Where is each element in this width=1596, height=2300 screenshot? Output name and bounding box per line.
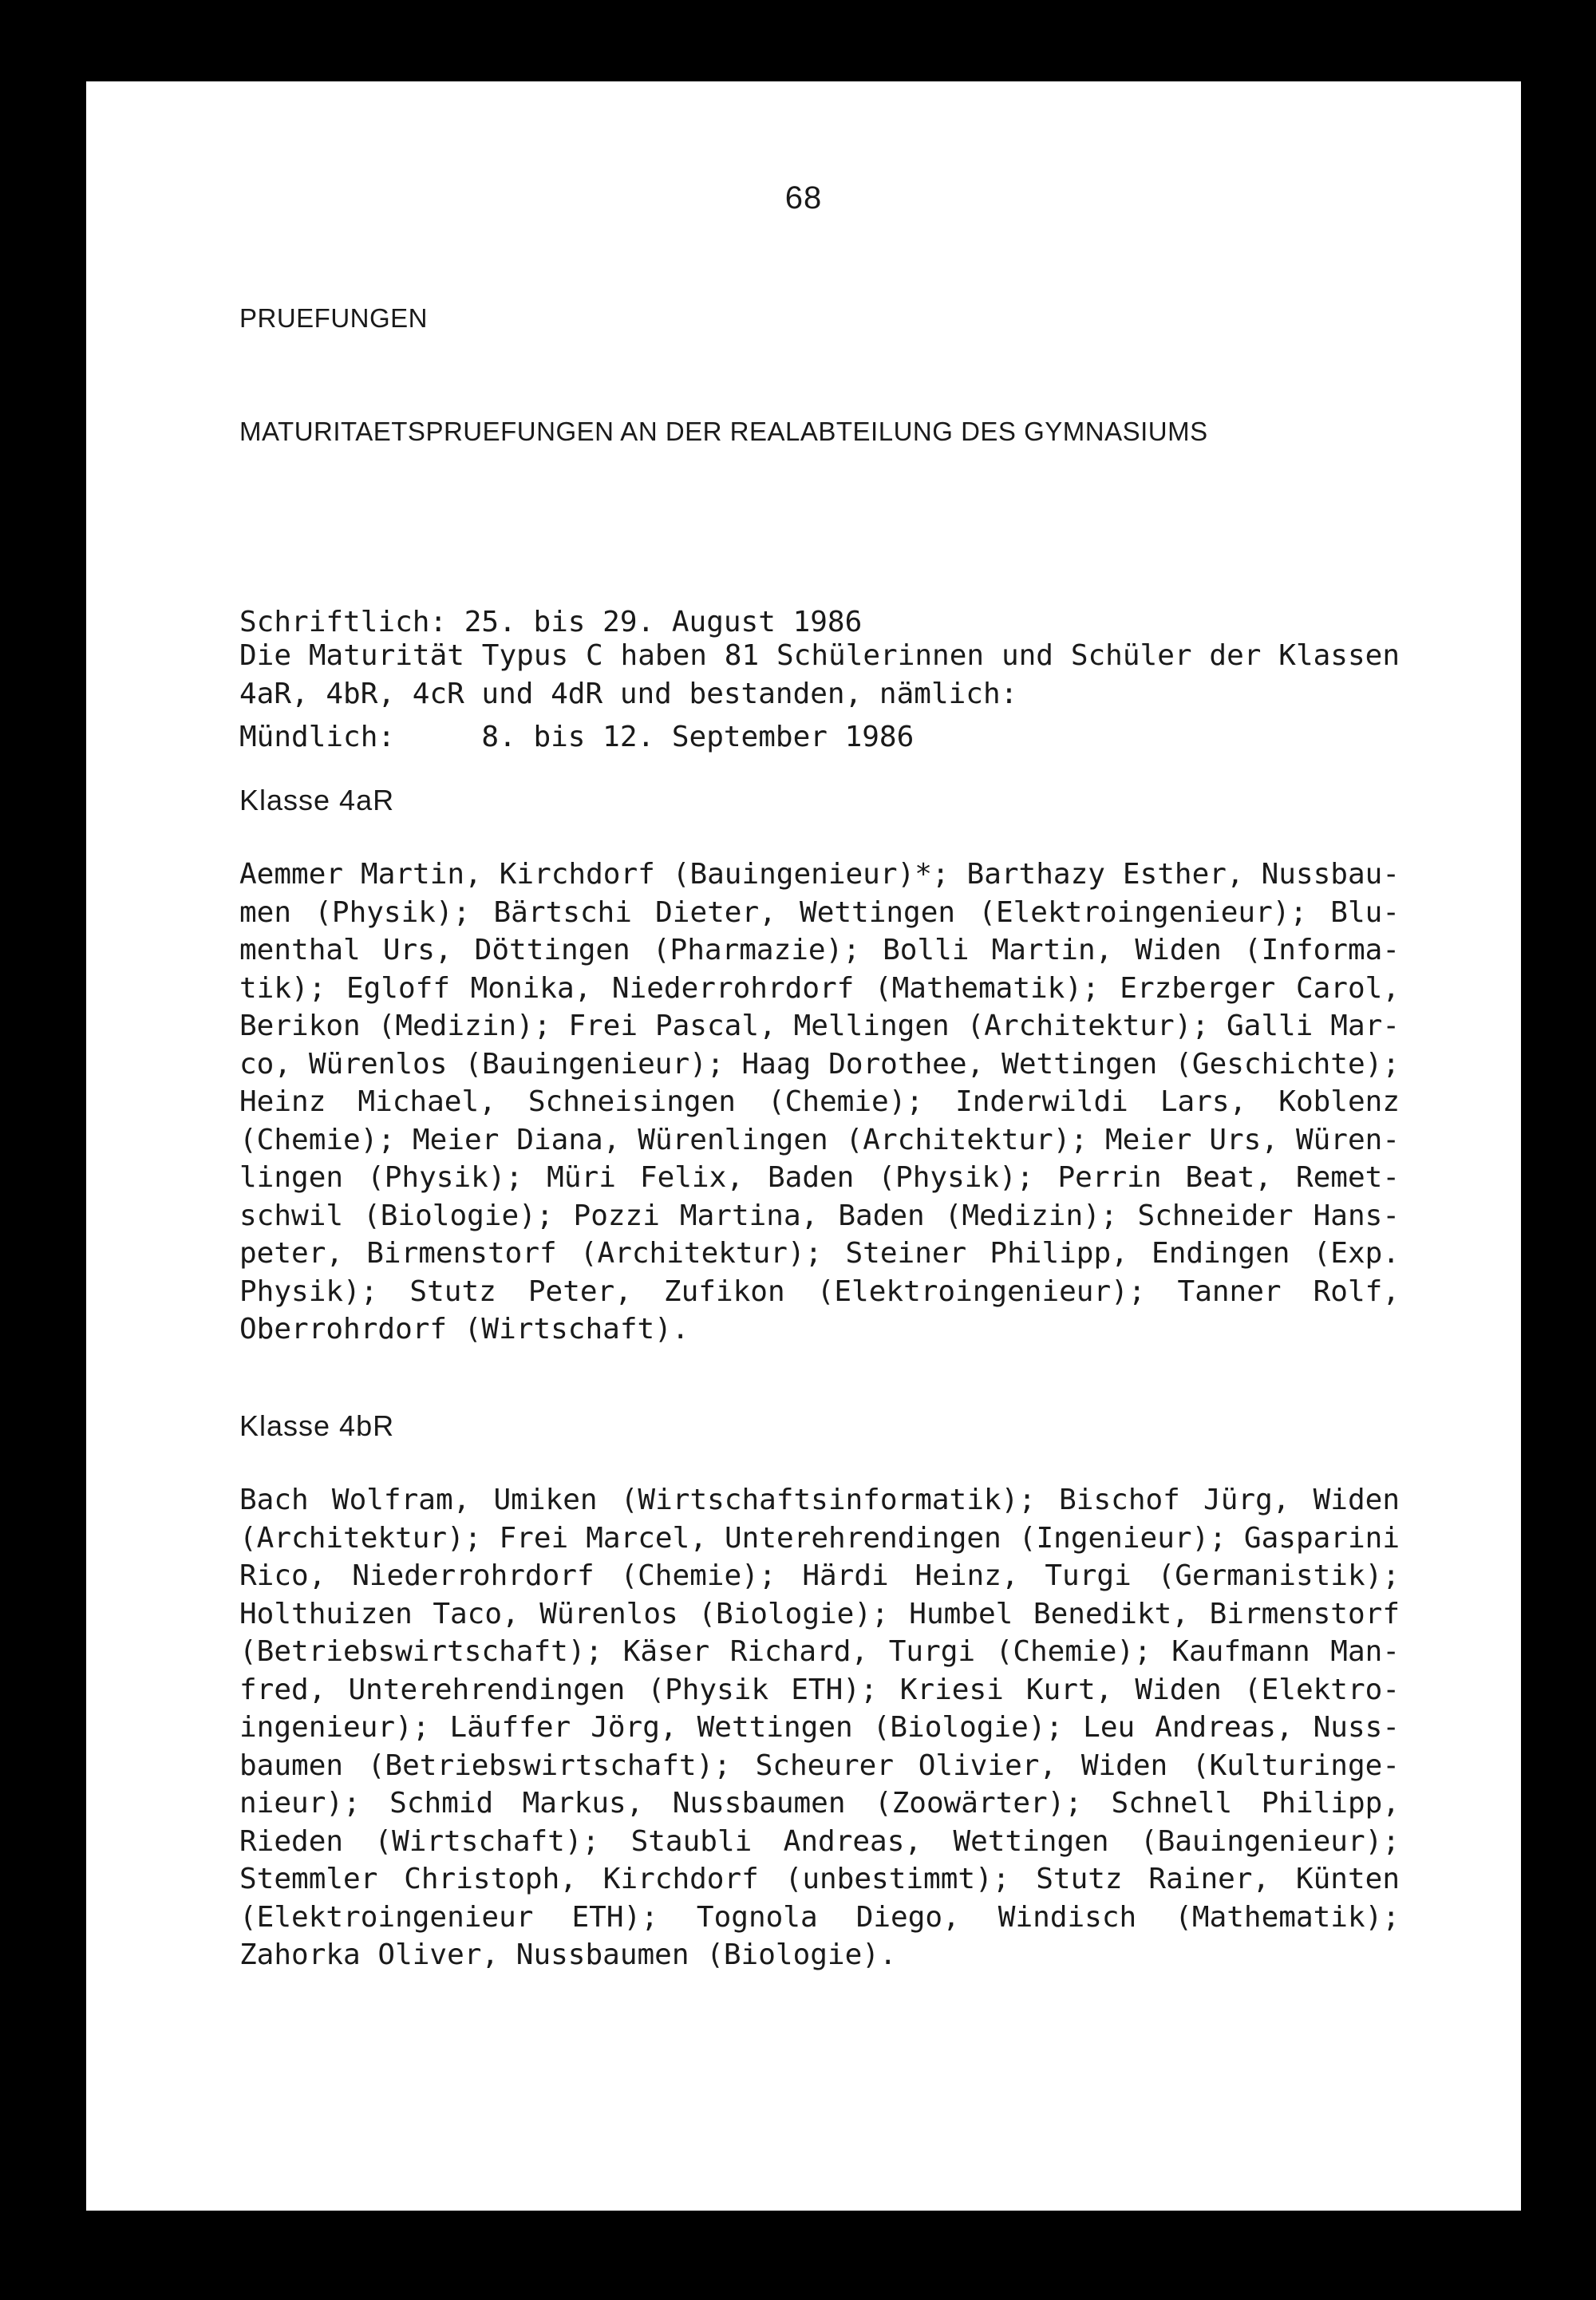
text-line: ingenieur); Läuffer Jörg, Wettingen (Biologie); Leu Andreas, Nuss-: [239, 1711, 1400, 1744]
text-line: co, Würenlos (Bauingenieur); Haag Dorothee, Wettingen (Geschichte);: [239, 1047, 1400, 1081]
text-line: Rieden (Wirtschaft); Staubli Andreas, Wettingen (Bauingenieur);: [239, 1824, 1400, 1858]
class-heading-4br: Klasse 4bR: [239, 1409, 395, 1442]
text-line: fred, Unterehrendingen (Physik ETH); Kriesi Kurt, Widen (Elektro-: [239, 1673, 1400, 1706]
text-line: baumen (Betriebswirtschaft); Scheurer Olivier, Widen (Kulturinge-: [239, 1749, 1400, 1782]
text-line: (Elektroingenieur ETH); Tognola Diego, Windisch (Mathematik);: [239, 1900, 1400, 1934]
text-line: Physik); Stutz Peter, Zufikon (Elektroingenieur); Tanner Rolf,: [239, 1274, 1400, 1308]
text-line: (Betriebswirtschaft); Käser Richard, Turgi (Chemie); Kaufmann Man-: [239, 1635, 1400, 1668]
document-page: [86, 81, 1521, 2211]
class-heading-4ar: Klasse 4aR: [239, 784, 395, 816]
intro-line: Die Maturität Typus C haben 81 Schülerinnen und Schüler der Klassen: [239, 639, 1400, 672]
text-line: tik); Egloff Monika, Niederrohrdorf (Mathematik); Erzberger Carol,: [239, 971, 1400, 1005]
text-line: Aemmer Martin, Kirchdorf (Bauingenieur)*; Barthazy Esther, Nussbau-: [239, 858, 1400, 891]
text-line: men (Physik); Bärtschi Dieter, Wettingen (Elektroingenieur); Blu-: [239, 895, 1400, 929]
text-line: Berikon (Medizin); Frei Pascal, Mellingen (Architektur); Galli Mar-: [239, 1010, 1400, 1042]
text-line: Holthuizen Taco, Würenlos (Biologie); Humbel Benedikt, Birmenstorf: [239, 1597, 1400, 1630]
text-line: nieur); Schmid Markus, Nussbaumen (Zoowärter); Schnell Philipp,: [239, 1787, 1400, 1820]
text-line: lingen (Physik); Müri Felix, Baden (Physik); Perrin Beat, Remet-: [239, 1161, 1400, 1194]
text-line: Rico, Niederrohrdorf (Chemie); Härdi Heinz, Turgi (Germanistik);: [239, 1559, 1400, 1592]
section-title: PRUEFUNGEN: [239, 303, 429, 333]
intro-line: 4aR, 4bR, 4cR und 4dR und bestanden, nämlich:: [239, 677, 1018, 710]
exam-subtitle: MATURITAETSPRUEFUNGEN AN DER REALABTEILUNG DES GYMNASIUMS: [239, 417, 1208, 446]
page-number: 68: [784, 180, 823, 215]
text-line: Zahorka Oliver, Nussbaumen (Biologie).: [239, 1938, 897, 1971]
oral-exam-date: Mündlich: 8. bis 12. September 1986: [239, 721, 915, 753]
text-line: menthal Urs, Döttingen (Pharmazie); Bolli Martin, Widen (Informa-: [239, 934, 1400, 966]
text-line: Oberrohrdorf (Wirtschaft).: [239, 1313, 689, 1346]
text-line: schwil (Biologie); Pozzi Martina, Baden (Medizin); Schneider Hans-: [239, 1199, 1400, 1232]
intro-paragraph: [239, 637, 1400, 713]
text-line: peter, Birmenstorf (Architektur); Steiner Philipp, Endingen (Exp.: [239, 1237, 1400, 1270]
text-line: (Architektur); Frei Marcel, Unterehrendingen (Ingenieur); Gasparini: [239, 1521, 1400, 1555]
class-list-4ar: [239, 856, 1400, 1349]
text-line: Heinz Michael, Schneisingen (Chemie); Inderwildi Lars, Koblenz: [239, 1085, 1400, 1118]
text-line: Stemmler Christoph, Kirchdorf (unbestimmt); Stutz Rainer, Künten: [239, 1863, 1400, 1895]
written-exam-date: Schriftlich: 25. bis 29. August 1986: [239, 606, 863, 638]
text-line: (Chemie); Meier Diana, Würenlingen (Architektur); Meier Urs, Würen-: [239, 1123, 1400, 1156]
class-list-4br: [239, 1481, 1400, 1974]
text-line: Bach Wolfram, Umiken (Wirtschaftsinformatik); Bischof Jürg, Widen: [239, 1484, 1400, 1516]
